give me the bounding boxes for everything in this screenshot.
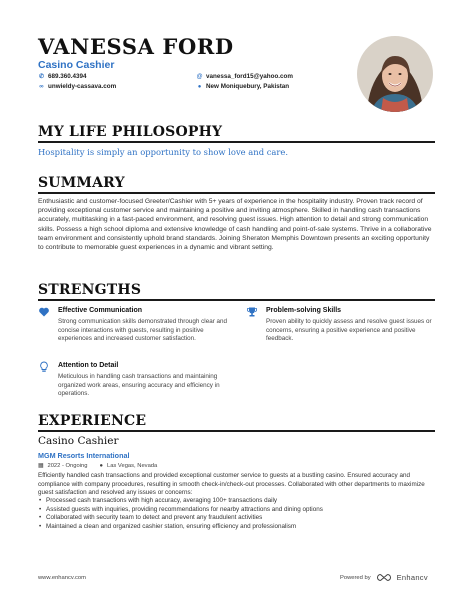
website-contact[interactable]: [38, 83, 116, 90]
strength-title: Problem-solving Skills: [266, 307, 342, 314]
enhancv-logo-icon: [376, 573, 392, 582]
strengths-divider: [38, 299, 435, 301]
email-text[interactable]: vanessa_ford15@yahoo.com: [206, 73, 293, 80]
job-dates: 2022 - Ongoing: [47, 463, 88, 469]
strength-item: [246, 305, 258, 323]
footer-website[interactable]: www.enhancv.com: [38, 575, 86, 581]
footer-branding: [340, 573, 428, 582]
phone-icon: ✆: [38, 74, 45, 80]
at-icon: @: [196, 73, 203, 80]
candidate-title: Casino Cashier: [38, 59, 115, 71]
location-text: New Moniquebury, Pakistan: [206, 83, 290, 90]
list-item: • Assisted guests with inquiries, providing recommendations for nearby attractions and dining options: [38, 506, 436, 515]
trophy-icon: [246, 306, 258, 318]
powered-by-text: Powered by: [340, 574, 371, 581]
summary-heading: SUMMARY: [38, 175, 125, 191]
strength-item: [38, 360, 50, 378]
email-contact[interactable]: [196, 73, 293, 80]
strengths-heading: STRENGTHS: [38, 282, 142, 298]
company-name: MGM Resorts International: [38, 451, 130, 460]
profile-photo: [357, 36, 433, 112]
list-item: • Collaborated with security team to detect and prevent any fraudulent activities: [38, 514, 436, 523]
strength-title: Effective Communication: [58, 307, 143, 314]
location-pin-icon: ●: [99, 463, 103, 469]
strength-description: Proven ability to quickly assess and resolve guest issues or concerns, ensuring a positive experience and positive feedback.: [266, 318, 432, 342]
job-title: Casino Cashier: [38, 435, 119, 447]
job-bullets: [38, 497, 436, 531]
strength-title: Attention to Detail: [58, 362, 119, 369]
website-text[interactable]: unwieldy-cassava.com: [48, 83, 117, 90]
link-icon: ∞: [39, 83, 44, 90]
philosophy-heading: MY LIFE PHILOSOPHY: [38, 124, 223, 140]
phone-contact: [38, 73, 87, 80]
calendar-icon: ▦: [38, 463, 44, 469]
brand-name: Enhancv: [396, 573, 428, 582]
experience-divider: [38, 430, 435, 432]
job-location: Las Vegas, Nevada: [106, 463, 158, 469]
list-item: • Processed cash transactions with high accuracy, averaging 100+ transactions daily: [38, 497, 436, 506]
philosophy-text: Hospitality is simply an opportunity to show love and care.: [38, 147, 289, 157]
summary-divider: [38, 192, 435, 194]
list-item: • Maintained a clean and organized cashier station, ensuring efficiency and professionalism: [38, 523, 436, 532]
phone-text: 689.360.4394: [48, 73, 87, 80]
experience-heading: EXPERIENCE: [38, 413, 147, 429]
heart-icon: [38, 306, 50, 318]
strength-item: [38, 305, 50, 323]
philosophy-divider: [38, 141, 435, 143]
location-pin-icon: ●: [197, 83, 202, 90]
strength-description: Strong communication skills demonstrated through clear and concise interactions with guests, resulting in positive experiences and increased customer satisfaction.: [58, 318, 228, 342]
lightbulb-icon: [38, 361, 50, 373]
job-meta: [38, 463, 157, 469]
summary-text: Enthusiastic and customer-focused Greeter/Cashier with 5+ years of experience in the hospitality industry. Proven track record of providing exceptional customer service and maintaining a positive and inviting atmosphere. Skilled in handling cash transactions accurately, multitasking in a fast-paced environment, and resolving guest issues. High attention to detail and strong communication skills. Possess a high school diploma and extensive knowledge of cash handling and point-of-sale systems. Thrive in a collaborative team environment and consistently uphold brand standards. Joining Sheraton Memphis Downtown presents an exciting opportunity to contribute to memorable guest experiences in a dynamic and vibrant setting.: [38, 198, 432, 252]
job-description: Efficiently handled cash transactions and provided exceptional customer service to guests at a bustling casino. Ensured accuracy and compliance with company procedures, resulting in smooth check-in/check-out processes. Collaborated with other departments to maximize guest satisfaction and resolved any issues or concerns:: [38, 472, 425, 497]
candidate-name: VANESSA FORD: [38, 34, 234, 59]
location-contact: [196, 83, 289, 90]
strength-description: Meticulous in handling cash transactions and maintaining organized work areas, ensuring accuracy and efficiency in operations.: [58, 373, 220, 397]
